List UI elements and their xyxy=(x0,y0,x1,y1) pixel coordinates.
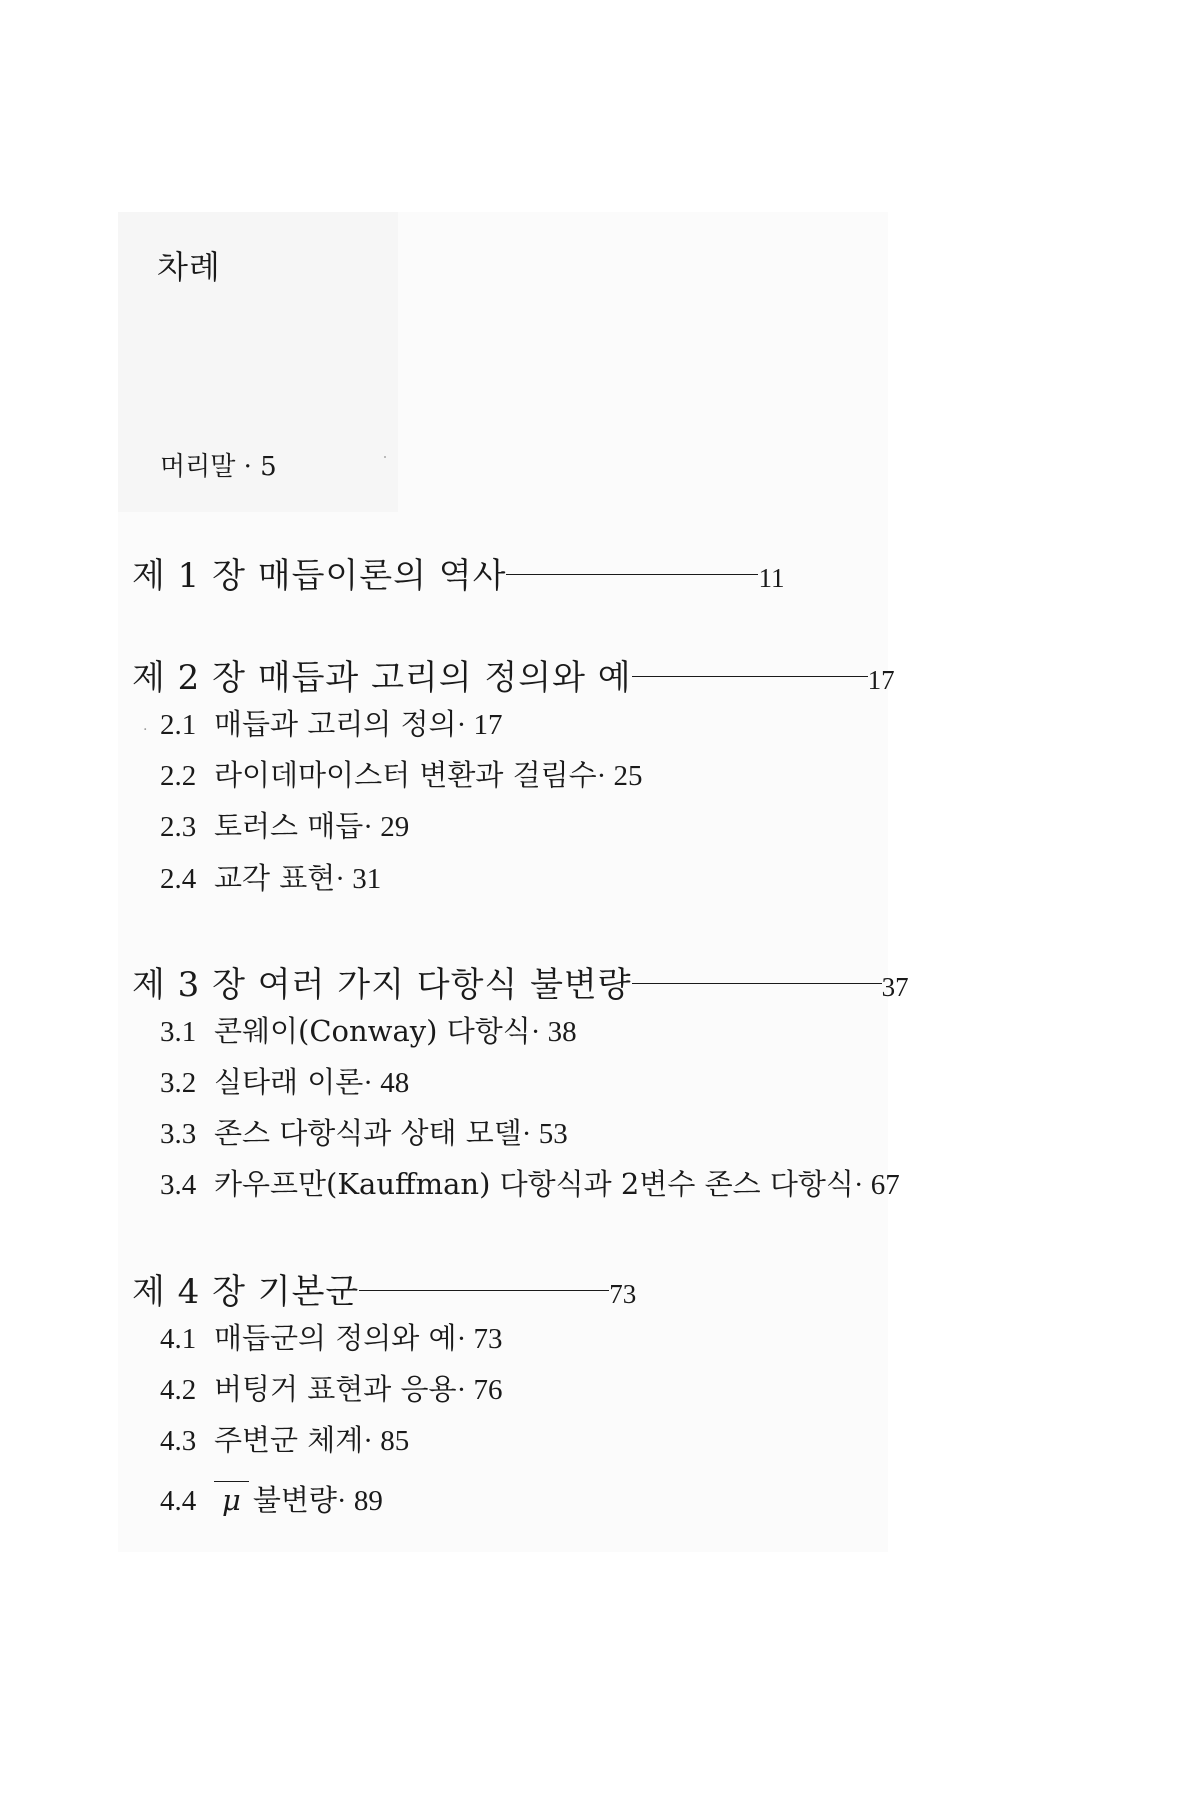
section-page: · 29 xyxy=(363,811,410,843)
section-2-1[interactable] xyxy=(160,702,502,743)
section-page: · 73 xyxy=(456,1323,503,1355)
section-page: · 25 xyxy=(596,760,643,792)
scan-speck xyxy=(384,456,386,458)
section-page: · 67 xyxy=(853,1169,900,1201)
chapter-3-page: 37 xyxy=(881,972,909,1002)
section-number: 3.2 xyxy=(160,1067,197,1099)
section-number: 3.3 xyxy=(160,1118,197,1150)
chapter-1[interactable] xyxy=(132,548,784,597)
section-title: 주변군 체계 xyxy=(214,1423,364,1457)
section-page: · 17 xyxy=(456,709,503,741)
section-title: 존스 다항식과 상태 모델 xyxy=(214,1116,522,1150)
section-page: · 85 xyxy=(363,1425,410,1457)
section-title: 매듭군의 정의와 예 xyxy=(214,1321,457,1355)
section-number: 2.2 xyxy=(160,760,197,792)
section-number: 2.4 xyxy=(160,863,197,895)
section-title: 토러스 매듭 xyxy=(214,809,364,843)
section-page: · 48 xyxy=(363,1067,410,1099)
chapter-2-leader xyxy=(632,676,868,677)
toc-preface: 머리말 · 5 xyxy=(160,452,277,482)
section-4-1[interactable] xyxy=(160,1316,502,1357)
section-number: 4.4 xyxy=(160,1485,197,1517)
chapter-2-title: 제 2 장 매듭과 고리의 정의와 예 xyxy=(132,658,632,698)
section-title: 교각 표현 xyxy=(214,861,336,895)
section-2-2[interactable] xyxy=(160,753,643,794)
section-page: · 31 xyxy=(335,863,382,895)
section-number: 4.2 xyxy=(160,1374,197,1406)
section-title: 라이데마이스터 변환과 걸림수 xyxy=(214,758,597,792)
chapter-3-title: 제 3 장 여러 가지 다항식 불변량 xyxy=(132,965,632,1005)
section-title: 카우프만(Kauffman) 다항식과 2변수 존스 다항식 xyxy=(214,1167,854,1201)
chapter-4[interactable] xyxy=(132,1264,636,1313)
section-2-4[interactable] xyxy=(160,856,381,897)
chapter-2[interactable] xyxy=(132,650,895,699)
section-title: 콘웨이(Conway) 다항식 xyxy=(214,1014,531,1048)
section-3-2[interactable] xyxy=(160,1060,409,1101)
chapter-1-leader xyxy=(506,574,758,575)
section-title: 실타래 이론 xyxy=(214,1065,364,1099)
section-number: 4.3 xyxy=(160,1425,197,1457)
chapter-3[interactable] xyxy=(132,957,909,1006)
section-number: 2.3 xyxy=(160,811,197,843)
chapter-1-title: 제 1 장 매듭이론의 역사 xyxy=(132,556,507,596)
scan-mark: . xyxy=(143,718,148,734)
chapter-4-leader xyxy=(359,1290,609,1291)
mu-bar-symbol: μ xyxy=(214,1483,249,1517)
section-page: · 89 xyxy=(336,1485,383,1517)
section-3-4[interactable] xyxy=(160,1162,900,1203)
chapter-3-leader xyxy=(632,983,882,984)
section-4-4[interactable] xyxy=(160,1478,383,1519)
section-4-2[interactable] xyxy=(160,1367,502,1408)
chapter-1-page: 11 xyxy=(758,563,785,593)
section-3-1[interactable] xyxy=(160,1009,577,1050)
section-title: 매듭과 고리의 정의 xyxy=(214,707,457,741)
section-2-3[interactable] xyxy=(160,804,409,845)
section-number: 3.1 xyxy=(160,1016,197,1048)
chapter-2-page: 17 xyxy=(867,665,895,695)
chapter-4-title: 제 4 장 기본군 xyxy=(132,1272,360,1312)
toc-title: 차례 xyxy=(157,248,221,286)
section-page: · 38 xyxy=(530,1016,577,1048)
section-title: 버팅거 표현과 응용 xyxy=(214,1372,457,1406)
section-3-3[interactable] xyxy=(160,1111,568,1152)
section-number: 4.1 xyxy=(160,1323,197,1355)
section-title: 불변량 xyxy=(252,1483,337,1517)
section-4-3[interactable] xyxy=(160,1418,409,1459)
section-number: 2.1 xyxy=(160,709,197,741)
section-page: · 76 xyxy=(456,1374,503,1406)
section-page: · 53 xyxy=(521,1118,568,1150)
section-number: 3.4 xyxy=(160,1169,197,1201)
chapter-4-page: 73 xyxy=(609,1279,637,1309)
